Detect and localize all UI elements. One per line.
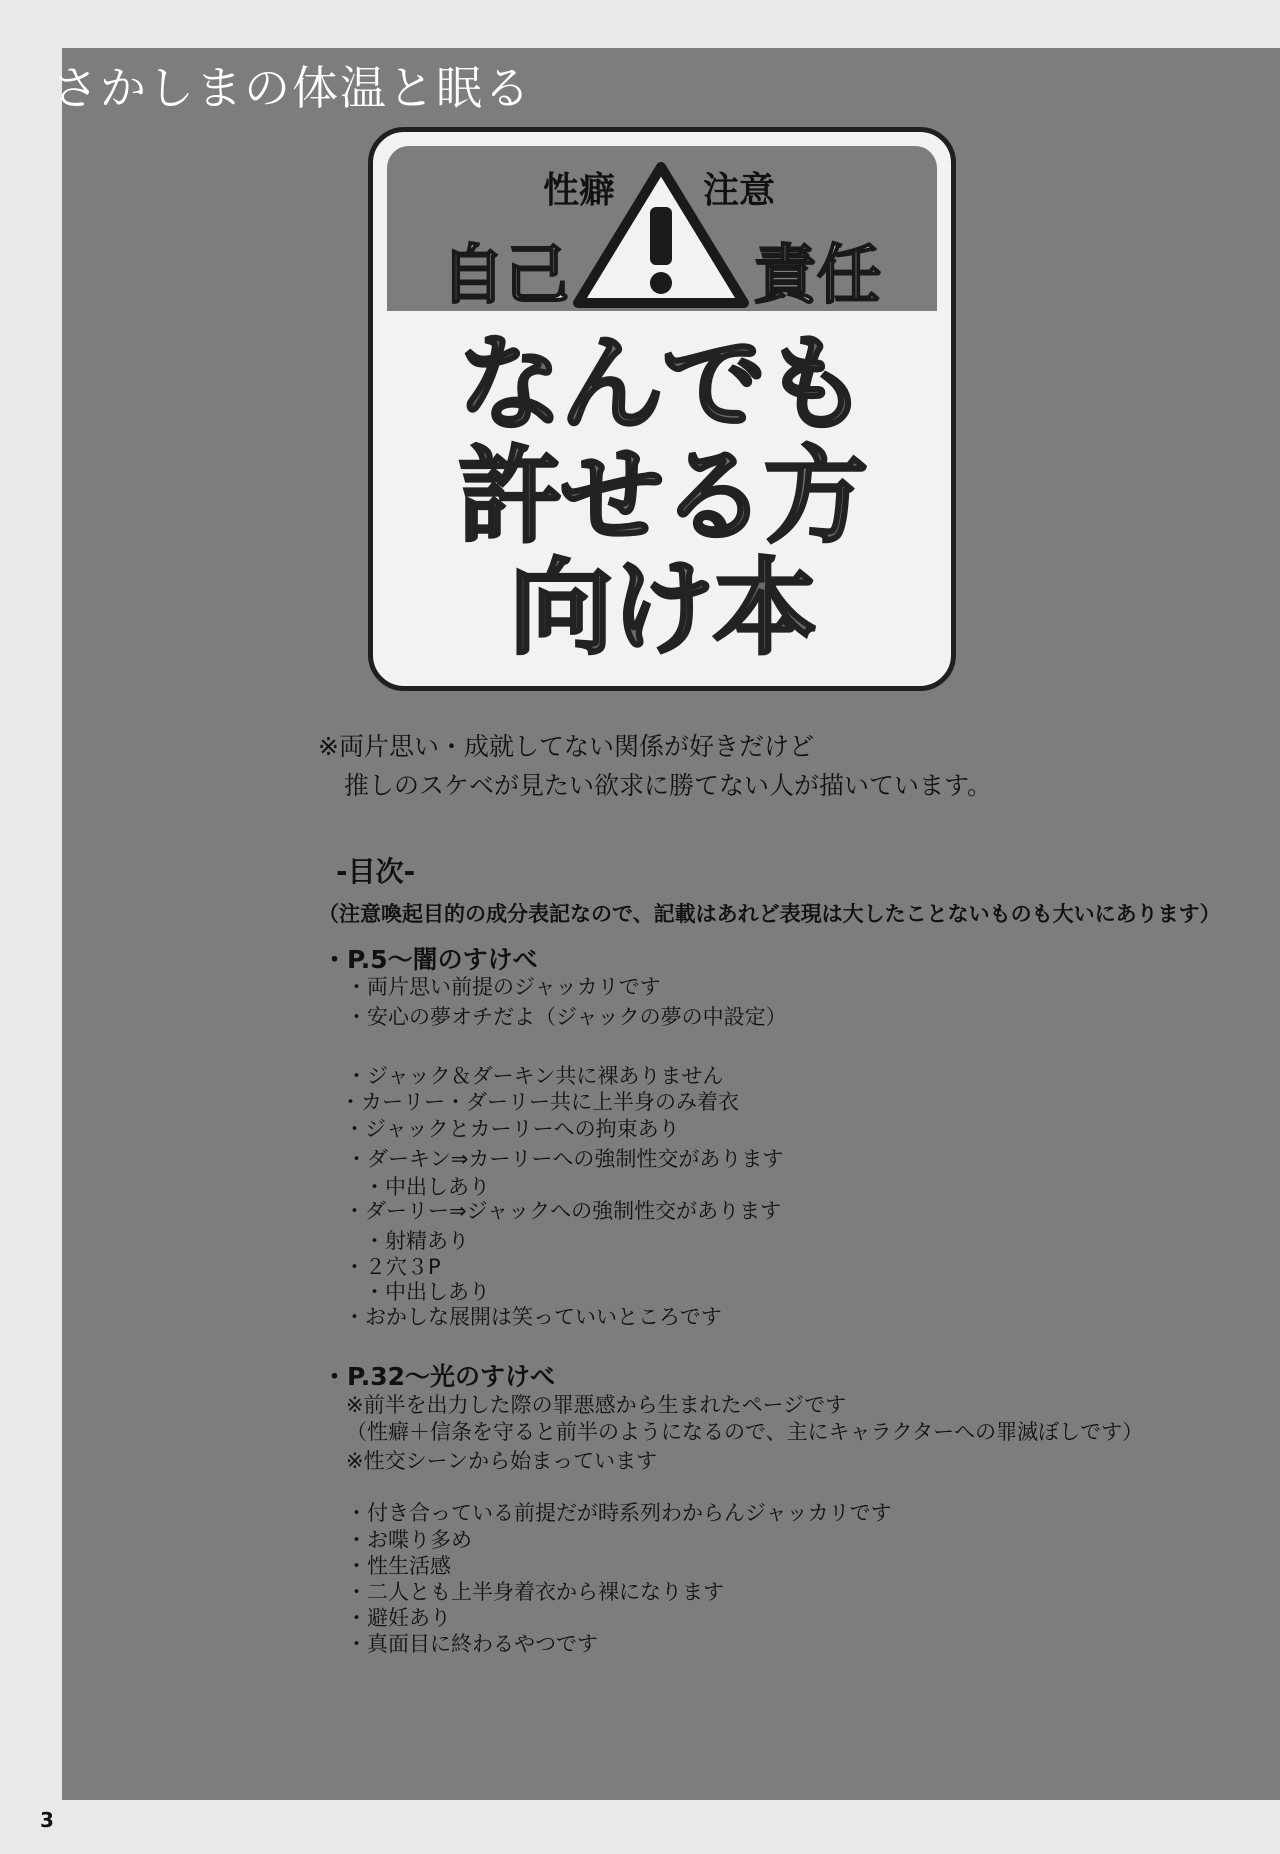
toc-section-1-item: ・中出しあり [364, 1280, 490, 1304]
warning-main-line-2: 許せる方 [457, 435, 866, 557]
toc-section-2-heading: ・P.32〜光のすけべ [322, 1362, 556, 1391]
toc-section-1-item: ・ダーリー⇒ジャックへの強制性交があります [344, 1199, 782, 1223]
toc-section-1-item: ・カーリー・ダーリー共に上半身のみ着衣 [340, 1090, 739, 1114]
toc-section-2-item: ・真面目に終わるやつです [346, 1632, 598, 1656]
page-title: さかしまの体温と眠る [52, 61, 532, 115]
exclamation-warning-icon [570, 159, 752, 311]
intro-line-2: 推しのスケベが見たい欲求に勝てない人が描いています。 [344, 771, 993, 800]
warning-main-line-3: 向け本 [508, 547, 815, 669]
warning-box [368, 127, 956, 691]
toc-section-1-item: ・射精あり [364, 1229, 469, 1253]
toc-section-1-item: ・ジャック＆ダーキン共に裸ありません [346, 1064, 724, 1088]
toc-section-1-item: ・両片思い前提のジャッカリです [346, 975, 661, 999]
toc-section-1-item: ・ジャックとカーリーへの拘束あり [344, 1117, 680, 1141]
intro-line-1: ※両片思い・成就してない関係が好きだけど [318, 732, 814, 761]
toc-subtitle: （注意喚起目的の成分表記なので、記載はあれど表現は大したことないものも大いにあります） [318, 902, 1221, 926]
toc-section-2-item: ・性生活感 [346, 1554, 451, 1578]
toc-section-2-item: ・避妊あり [346, 1606, 451, 1630]
warning-small-right: 注意 [703, 170, 776, 211]
toc-section-2-item: ※性交シーンから始まっています [346, 1449, 658, 1473]
toc-section-2-item: （性癖＋信条を守ると前半のようになるので、主にキャラクターへの罪滅ぼしです） [346, 1420, 1144, 1444]
page-number: 3 [40, 1808, 54, 1832]
toc-section-1-item: ・おかしな展開は笑っていいところです [344, 1305, 722, 1329]
warning-main-line-1: なんでも [457, 323, 866, 445]
toc-section-1-heading: ・P.5〜闇のすけべ [322, 945, 538, 974]
toc-section-2-item: ※前半を出力した際の罪悪感から生まれたページです [346, 1393, 847, 1417]
toc-section-1-item: ・２穴３P [344, 1255, 441, 1279]
toc-section-2-item: ・二人とも上半身着衣から裸になります [346, 1580, 724, 1604]
warning-big-right: 責任 [753, 239, 881, 313]
toc-section-1-item: ・安心の夢オチだよ（ジャックの夢の中設定） [346, 1005, 787, 1029]
toc-section-2-item: ・付き合っている前提だが時系列わからんジャッカリです [346, 1501, 892, 1525]
toc-section-1-item: ・ダーキン⇒カーリーへの強制性交があります [346, 1147, 784, 1171]
toc-section-2-item: ・お喋り多め [346, 1528, 472, 1552]
toc-title: -目次- [336, 855, 416, 888]
warning-small-left: 性癖 [543, 170, 616, 211]
toc-section-1-item: ・中出しあり [364, 1175, 490, 1199]
warning-big-left: 自己 [441, 239, 569, 313]
